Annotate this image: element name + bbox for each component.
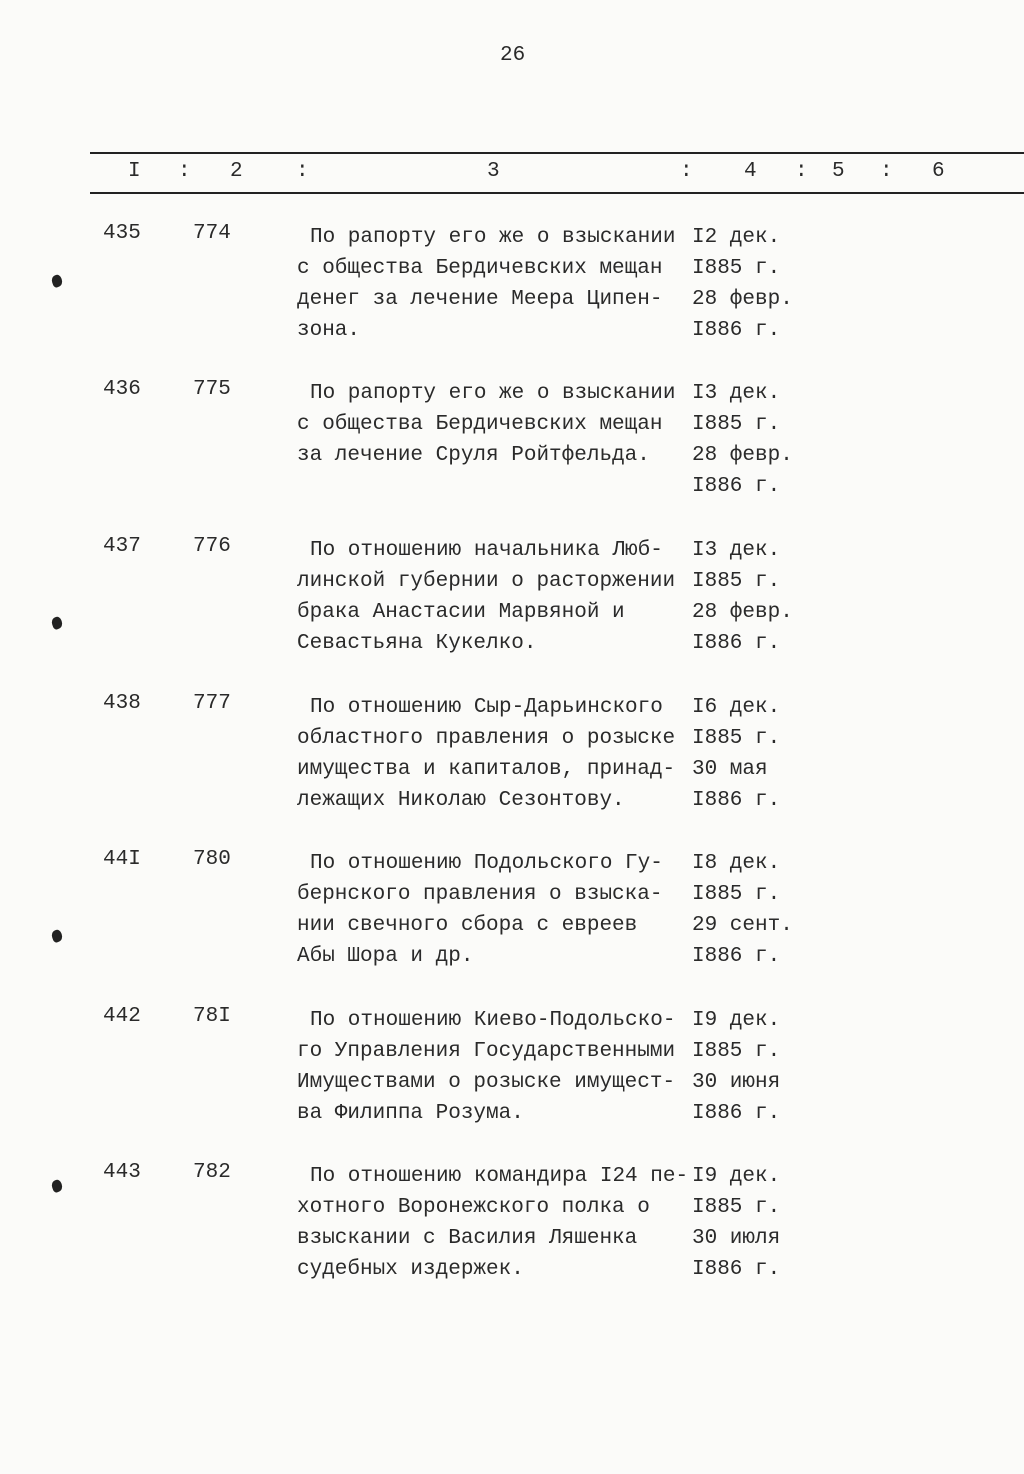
- column-separator: :: [178, 160, 191, 183]
- date-line: I886 г.: [692, 945, 781, 968]
- date-line: I8 дек.: [692, 852, 781, 875]
- description-line: взыскании с Василия Ляшенка: [297, 1227, 638, 1250]
- description-line: Абы Шора и др.: [297, 945, 474, 968]
- file-number: 782: [193, 1161, 231, 1184]
- entry-description: [297, 535, 675, 659]
- description-line: По рапорту его же о взыскании: [310, 226, 676, 249]
- file-number: 774: [193, 222, 231, 245]
- file-number: 776: [193, 535, 231, 558]
- file-number: 775: [193, 378, 231, 401]
- file-number: 780: [193, 848, 231, 871]
- date-line: I886 г.: [692, 1102, 781, 1125]
- description-line: лежащих Николаю Сезонтову.: [297, 789, 625, 812]
- entry-number: 435: [103, 222, 141, 245]
- entry-number: 44I: [103, 848, 141, 871]
- description-line: денег за лечение Меера Ципен-: [297, 288, 663, 311]
- date-line: I9 дек.: [692, 1009, 781, 1032]
- date-line: I885 г.: [692, 257, 781, 280]
- description-line: хотного Воронежского полка о: [297, 1196, 650, 1219]
- column-number-2: 2: [230, 160, 243, 183]
- column-number-5: 5: [832, 160, 845, 183]
- date-line: I885 г.: [692, 1196, 781, 1219]
- register-entry: [0, 1161, 1024, 1291]
- entry-description: [297, 848, 663, 972]
- date-line: I885 г.: [692, 883, 781, 906]
- date-line: I886 г.: [692, 789, 781, 812]
- entry-dates: [692, 1161, 780, 1285]
- date-line: I886 г.: [692, 1258, 781, 1281]
- description-line: судебных издержек.: [297, 1258, 524, 1281]
- description-line: брака Анастасии Марвяной и: [297, 601, 625, 624]
- date-line: I6 дек.: [692, 696, 781, 719]
- date-line: 28 февр.: [692, 288, 793, 311]
- date-line: I885 г.: [692, 570, 781, 593]
- description-line: По отношению начальника Люб-: [310, 539, 663, 562]
- column-number-4: 4: [744, 160, 757, 183]
- register-entry: [0, 535, 1024, 665]
- entry-dates: [692, 378, 793, 502]
- entry-dates: [692, 848, 793, 972]
- column-separator: :: [795, 160, 808, 183]
- description-line: имущества и капиталов, принад-: [297, 758, 676, 781]
- description-line: за лечение Сруля Ройтфельда.: [297, 444, 650, 467]
- column-separator: :: [296, 160, 309, 183]
- entry-number: 443: [103, 1161, 141, 1184]
- entry-number: 437: [103, 535, 141, 558]
- column-number-6: 6: [932, 160, 945, 183]
- header-top-rule: [90, 152, 1024, 154]
- register-entry: [0, 222, 1024, 352]
- description-line: бернского правления о взыска-: [297, 883, 663, 906]
- entry-dates: [692, 535, 793, 659]
- description-line: По отношению Подольского Гу-: [310, 852, 663, 875]
- date-line: 29 сент.: [692, 914, 793, 937]
- entry-dates: [692, 692, 780, 816]
- file-number: 78I: [193, 1005, 231, 1028]
- date-line: I886 г.: [692, 319, 781, 342]
- entry-dates: [692, 1005, 780, 1129]
- date-line: I885 г.: [692, 727, 781, 750]
- entry-description: [297, 1161, 688, 1285]
- date-line: 30 июля: [692, 1227, 781, 1250]
- description-line: ва Филиппа Розума.: [297, 1102, 524, 1125]
- register-entry: [0, 1005, 1024, 1135]
- description-line: [297, 471, 675, 502]
- register-entry: [0, 378, 1024, 508]
- date-line: I2 дек.: [692, 226, 781, 249]
- description-line: линской губернии о расторжении: [297, 570, 676, 593]
- header-bottom-rule: [90, 192, 1024, 194]
- date-line: 30 июня: [692, 1071, 781, 1094]
- file-number: 777: [193, 692, 231, 715]
- entry-description: [297, 692, 675, 816]
- column-number-3: 3: [487, 160, 500, 183]
- description-line: По рапорту его же о взыскании: [310, 382, 676, 405]
- column-number-1: I: [128, 160, 141, 183]
- column-separator: :: [880, 160, 893, 183]
- column-separator: :: [680, 160, 693, 183]
- entry-description: [297, 222, 675, 346]
- description-line: с общества Бердичевских мещан: [297, 257, 663, 280]
- entry-description: [297, 1005, 675, 1129]
- description-line: Имуществами о розыске имущест-: [297, 1071, 676, 1094]
- date-line: I3 дек.: [692, 539, 781, 562]
- date-line: I3 дек.: [692, 382, 781, 405]
- date-line: I885 г.: [692, 1040, 781, 1063]
- date-line: I886 г.: [692, 632, 781, 655]
- date-line: I885 г.: [692, 413, 781, 436]
- date-line: I9 дек.: [692, 1165, 781, 1188]
- entry-description: [297, 378, 675, 502]
- date-line: 30 мая: [692, 758, 768, 781]
- entry-dates: [692, 222, 793, 346]
- description-line: По отношению Сыр-Дарьинского: [310, 696, 663, 719]
- description-line: нии свечного сбора с евреев: [297, 914, 638, 937]
- entry-number: 436: [103, 378, 141, 401]
- register-entry: [0, 848, 1024, 978]
- date-line: 28 февр.: [692, 601, 793, 624]
- description-line: с общества Бердичевских мещан: [297, 413, 663, 436]
- page-number: 26: [500, 44, 526, 67]
- description-line: областного правления о розыске: [297, 727, 676, 750]
- description-line: По отношению Киево-Подольско-: [310, 1009, 676, 1032]
- register-entry: [0, 692, 1024, 822]
- date-line: I886 г.: [692, 475, 781, 498]
- entry-number: 438: [103, 692, 141, 715]
- description-line: го Управления Государственными: [297, 1040, 676, 1063]
- entry-number: 442: [103, 1005, 141, 1028]
- description-line: Севастьяна Кукелко.: [297, 632, 537, 655]
- description-line: зона.: [297, 319, 361, 342]
- description-line: По отношению командира I24 пе-: [310, 1165, 689, 1188]
- date-line: 28 февр.: [692, 444, 793, 467]
